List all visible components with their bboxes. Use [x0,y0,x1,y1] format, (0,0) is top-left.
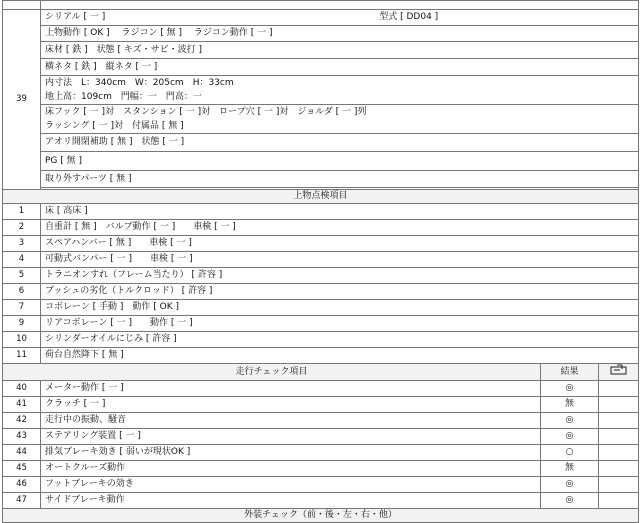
cargo-item-row [3,300,639,316]
cargo-item-row [3,348,639,364]
result-column-header: 結果 [541,364,599,381]
exterior-check-header-row [3,509,639,523]
driving-check-text: クラッチ [ 一 ] [41,397,541,413]
serial-field: シリアル [ 一 ] [45,12,106,22]
item-number: 4 [3,252,41,268]
item-number: 7 [3,300,41,316]
inspection-table [2,0,639,523]
cargo-item-text: 可動式バンパー [ 一 ] 車検 [ 一 ] [41,252,639,268]
driving-check-title: 走行チェック項目 [3,364,541,381]
inspection-sheet [2,0,638,520]
item-number: 44 [3,445,41,461]
item-number: 2 [3,220,41,236]
cargo-item-text: コボレーン [ 手動 ] 動作 [ OK ] [41,300,639,316]
note-cell [599,477,639,493]
item-number: 47 [3,493,41,509]
result-mark: ○ [541,445,599,461]
edit-icon [609,364,629,375]
driving-check-text: メーター動作 [ 一 ] [41,381,541,397]
driving-check-row [3,477,639,493]
inner-dimensions-row [3,76,639,91]
item-number: 43 [3,429,41,445]
tailgate-row [3,134,639,152]
item-number: 10 [3,332,41,348]
lashing-row [3,120,639,134]
note-cell [599,445,639,461]
driving-check-list [3,381,639,509]
note-cell [599,397,639,413]
item-number: 41 [3,397,41,413]
driving-check-row [3,461,639,477]
driving-check-row [3,397,639,413]
cargo-item-text: リアコボレーン [ 一 ] 動作 [ 一 ] [41,316,639,332]
item-number: 6 [3,284,41,300]
pg-row [3,152,639,171]
cargo-item-row [3,204,639,220]
cut-off-top-row [3,1,639,10]
floor-hooks-row [3,105,639,120]
result-mark: 無 [541,461,599,477]
result-mark: ◎ [541,429,599,445]
tailgate-assist: アオリ開閉補助 [ 無 ] 状態 [ 一 ] [41,134,639,152]
driving-check-row [3,381,639,397]
cargo-inspection-header-row [3,190,639,204]
section-number: 39 [3,10,41,190]
cargo-operation-row [3,26,639,42]
item-number: 42 [3,413,41,429]
floor-material: 床材 [ 鉄 ] 状態 [ キズ・サビ・波打 ] [41,42,639,59]
cargo-item-text: シリンダーオイルにじみ [ 許容 ] [41,332,639,348]
ground-height-row [3,91,639,105]
cargo-item-row [3,268,639,284]
cargo-operation: 上物動作 [ OK ] ラジコン [ 無 ] ラジコン動作 [ 一 ] [41,26,639,42]
result-mark: ◎ [541,493,599,509]
edit-icon-cell [599,364,639,381]
cross-beams: 横ネタ [ 鉄 ] 縦ネタ [ 一 ] [41,59,639,76]
note-cell [599,429,639,445]
note-cell [599,493,639,509]
item-number: 3 [3,236,41,252]
floor-material-row [3,42,639,59]
note-cell [599,381,639,397]
driving-check-row [3,493,639,509]
item-number: 11 [3,348,41,364]
model-field: 型式 [ DD04 ] [379,12,439,22]
driving-check-text: サイドブレーキ動作 [41,493,541,509]
cargo-item-row [3,284,639,300]
result-mark: ◎ [541,477,599,493]
ground-height: 地上高：109cm 門幅：一 門高：一 [41,91,639,105]
driving-check-header-row [3,364,639,381]
note-cell [599,413,639,429]
item-number: 5 [3,268,41,284]
driving-check-row [3,445,639,461]
power-gate: PG [ 無 ] [41,152,639,171]
cargo-item-text: ブッシュの劣化（トルクロッド） [ 許容 ] [41,284,639,300]
cargo-item-row [3,220,639,236]
removable-parts: 取り外すパーツ [ 無 ] [41,171,639,188]
serial-row [3,10,639,26]
cross-beam-row [3,59,639,76]
result-mark: ◎ [541,413,599,429]
cargo-item-row [3,236,639,252]
driving-check-text: オートクルーズ動作 [41,461,541,477]
item-number: 46 [3,477,41,493]
note-cell [599,461,639,477]
cargo-item-text: スペアハンバー [ 無 ] 車検 [ 一 ] [41,236,639,252]
inner-dimensions: 内寸法 L：340cm W：205cm H：33cm [41,76,639,91]
cargo-item-row [3,252,639,268]
removable-parts-row [3,171,639,188]
driving-check-text: 排気ブレーキ効き [ 弱いが現状OK ] [41,445,541,461]
driving-check-text: 走行中の振動、騒音 [41,413,541,429]
cargo-item-row [3,332,639,348]
cargo-item-text: 自重計 [ 無 ] バルブ動作 [ 一 ] 車検 [ 一 ] [41,220,639,236]
cargo-inspection-title: 上物点検項目 [3,190,639,204]
driving-check-text: ステアリング装置 [ 一 ] [41,429,541,445]
result-mark: ◎ [541,381,599,397]
cargo-item-text: トラニオンすれ（フレーム当たり） [ 許容 ] [41,268,639,284]
item-number: 45 [3,461,41,477]
cargo-item-text: 床 [ 高床 ] [41,204,639,220]
driving-check-row [3,413,639,429]
item-number: 1 [3,204,41,220]
item-number: 9 [3,316,41,332]
exterior-check-title: 外装チェック（前・後・左・右・他） [3,509,639,523]
item-number: 40 [3,381,41,397]
cargo-item-row [3,316,639,332]
result-mark: 無 [541,397,599,413]
driving-check-row [3,429,639,445]
floor-hooks-line-1: 床フック [ 一 ]対 スタンション [ 一 ]対 ロープ穴 [ 一 ]対 ジョルダ [ 一 ]列 [41,105,639,120]
driving-check-text: フットブレーキの効き [41,477,541,493]
floor-hooks-line-2: ラッシング [ 一 ]対 付属品 [ 無 ] [41,120,639,134]
cargo-item-text: 荷台自然降下 [ 無 ] [41,348,639,364]
cargo-inspection-list [3,204,639,364]
